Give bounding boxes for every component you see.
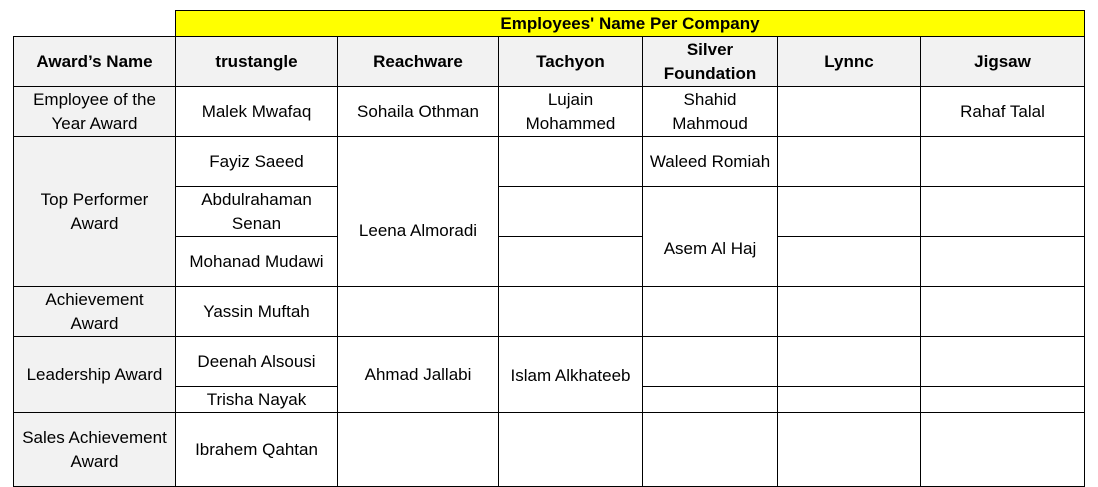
cell-lead-jigsaw-2 bbox=[921, 387, 1085, 413]
cell-lead-trustangle-1: Deenah Alsousi bbox=[176, 337, 338, 387]
cell-ach-trustangle: Yassin Muftah bbox=[176, 287, 338, 337]
cell-lead-jigsaw-1 bbox=[921, 337, 1085, 387]
cell-tp-trustangle-3: Mohanad Mudawi bbox=[176, 237, 338, 287]
header-jigsaw: Jigsaw bbox=[921, 37, 1085, 87]
cell-tp-trustangle-2: Abdulrahaman Senan bbox=[176, 187, 338, 237]
table-title: Employees' Name Per Company bbox=[176, 11, 1085, 37]
cell-ach-jigsaw bbox=[921, 287, 1085, 337]
table-row bbox=[14, 287, 1085, 337]
cell-tp-tachyon-1 bbox=[499, 137, 643, 187]
cell-tp-trustangle-1: Fayiz Saeed bbox=[176, 137, 338, 187]
cell-sales-silver bbox=[643, 413, 778, 487]
table-row bbox=[14, 137, 1085, 187]
cell-lead-lynnc-1 bbox=[778, 337, 921, 387]
cell-tp-lynnc-1 bbox=[778, 137, 921, 187]
cell-sales-trustangle: Ibrahem Qahtan bbox=[176, 413, 338, 487]
cell-ach-reachware bbox=[338, 287, 499, 337]
header-reachware: Reachware bbox=[338, 37, 499, 87]
header-tachyon: Tachyon bbox=[499, 37, 643, 87]
table-row bbox=[14, 337, 1085, 387]
cell-eoy-lynnc bbox=[778, 87, 921, 137]
award-employee-of-year: Employee of the Year Award bbox=[14, 87, 176, 137]
cell-tp-lynnc-3 bbox=[778, 237, 921, 287]
header-trustangle: trustangle bbox=[176, 37, 338, 87]
cell-sales-jigsaw bbox=[921, 413, 1085, 487]
award-leadership: Leadership Award bbox=[14, 337, 176, 413]
cell-lead-trustangle-2: Trisha Nayak bbox=[176, 387, 338, 413]
cell-lead-lynnc-2 bbox=[778, 387, 921, 413]
cell-lead-silver-2 bbox=[643, 387, 778, 413]
awards-table bbox=[13, 10, 1085, 487]
cell-ach-tachyon bbox=[499, 287, 643, 337]
cell-tp-jigsaw-3 bbox=[921, 237, 1085, 287]
cell-lead-reachware: Ahmad Jallabi bbox=[338, 337, 499, 413]
cell-ach-lynnc bbox=[778, 287, 921, 337]
cell-tp-silver-1: Waleed Romiah bbox=[643, 137, 778, 187]
cell-lead-tachyon: Islam Alkhateeb bbox=[499, 337, 643, 413]
table-row bbox=[14, 87, 1085, 137]
award-achievement: Achievement Award bbox=[14, 287, 176, 337]
cell-sales-lynnc bbox=[778, 413, 921, 487]
cell-sales-reachware bbox=[338, 413, 499, 487]
cell-eoy-silver: Shahid Mahmoud bbox=[643, 87, 778, 137]
cell-tp-tachyon-3 bbox=[499, 237, 643, 287]
cell-tp-tachyon-2 bbox=[499, 187, 643, 237]
cell-eoy-trustangle: Malek Mwafaq bbox=[176, 87, 338, 137]
cell-ach-silver bbox=[643, 287, 778, 337]
header-silver-foundation: Silver Foundation bbox=[643, 37, 778, 87]
header-award-name: Award’s Name bbox=[14, 37, 176, 87]
cell-tp-reachware: Leena Almoradi bbox=[338, 137, 499, 287]
cell-tp-jigsaw-2 bbox=[921, 187, 1085, 237]
corner-cell bbox=[14, 11, 176, 37]
cell-lead-silver-1 bbox=[643, 337, 778, 387]
cell-tp-silver-2: Asem Al Haj bbox=[643, 187, 778, 287]
award-top-performer: Top Performer Award bbox=[14, 137, 176, 287]
award-sales-achievement: Sales Achievement Award bbox=[14, 413, 176, 487]
cell-tp-lynnc-2 bbox=[778, 187, 921, 237]
cell-tp-jigsaw-1 bbox=[921, 137, 1085, 187]
cell-sales-tachyon bbox=[499, 413, 643, 487]
header-lynnc: Lynnc bbox=[778, 37, 921, 87]
cell-eoy-jigsaw: Rahaf Talal bbox=[921, 87, 1085, 137]
table-row bbox=[14, 413, 1085, 487]
cell-eoy-tachyon: Lujain Mohammed bbox=[499, 87, 643, 137]
cell-eoy-reachware: Sohaila Othman bbox=[338, 87, 499, 137]
